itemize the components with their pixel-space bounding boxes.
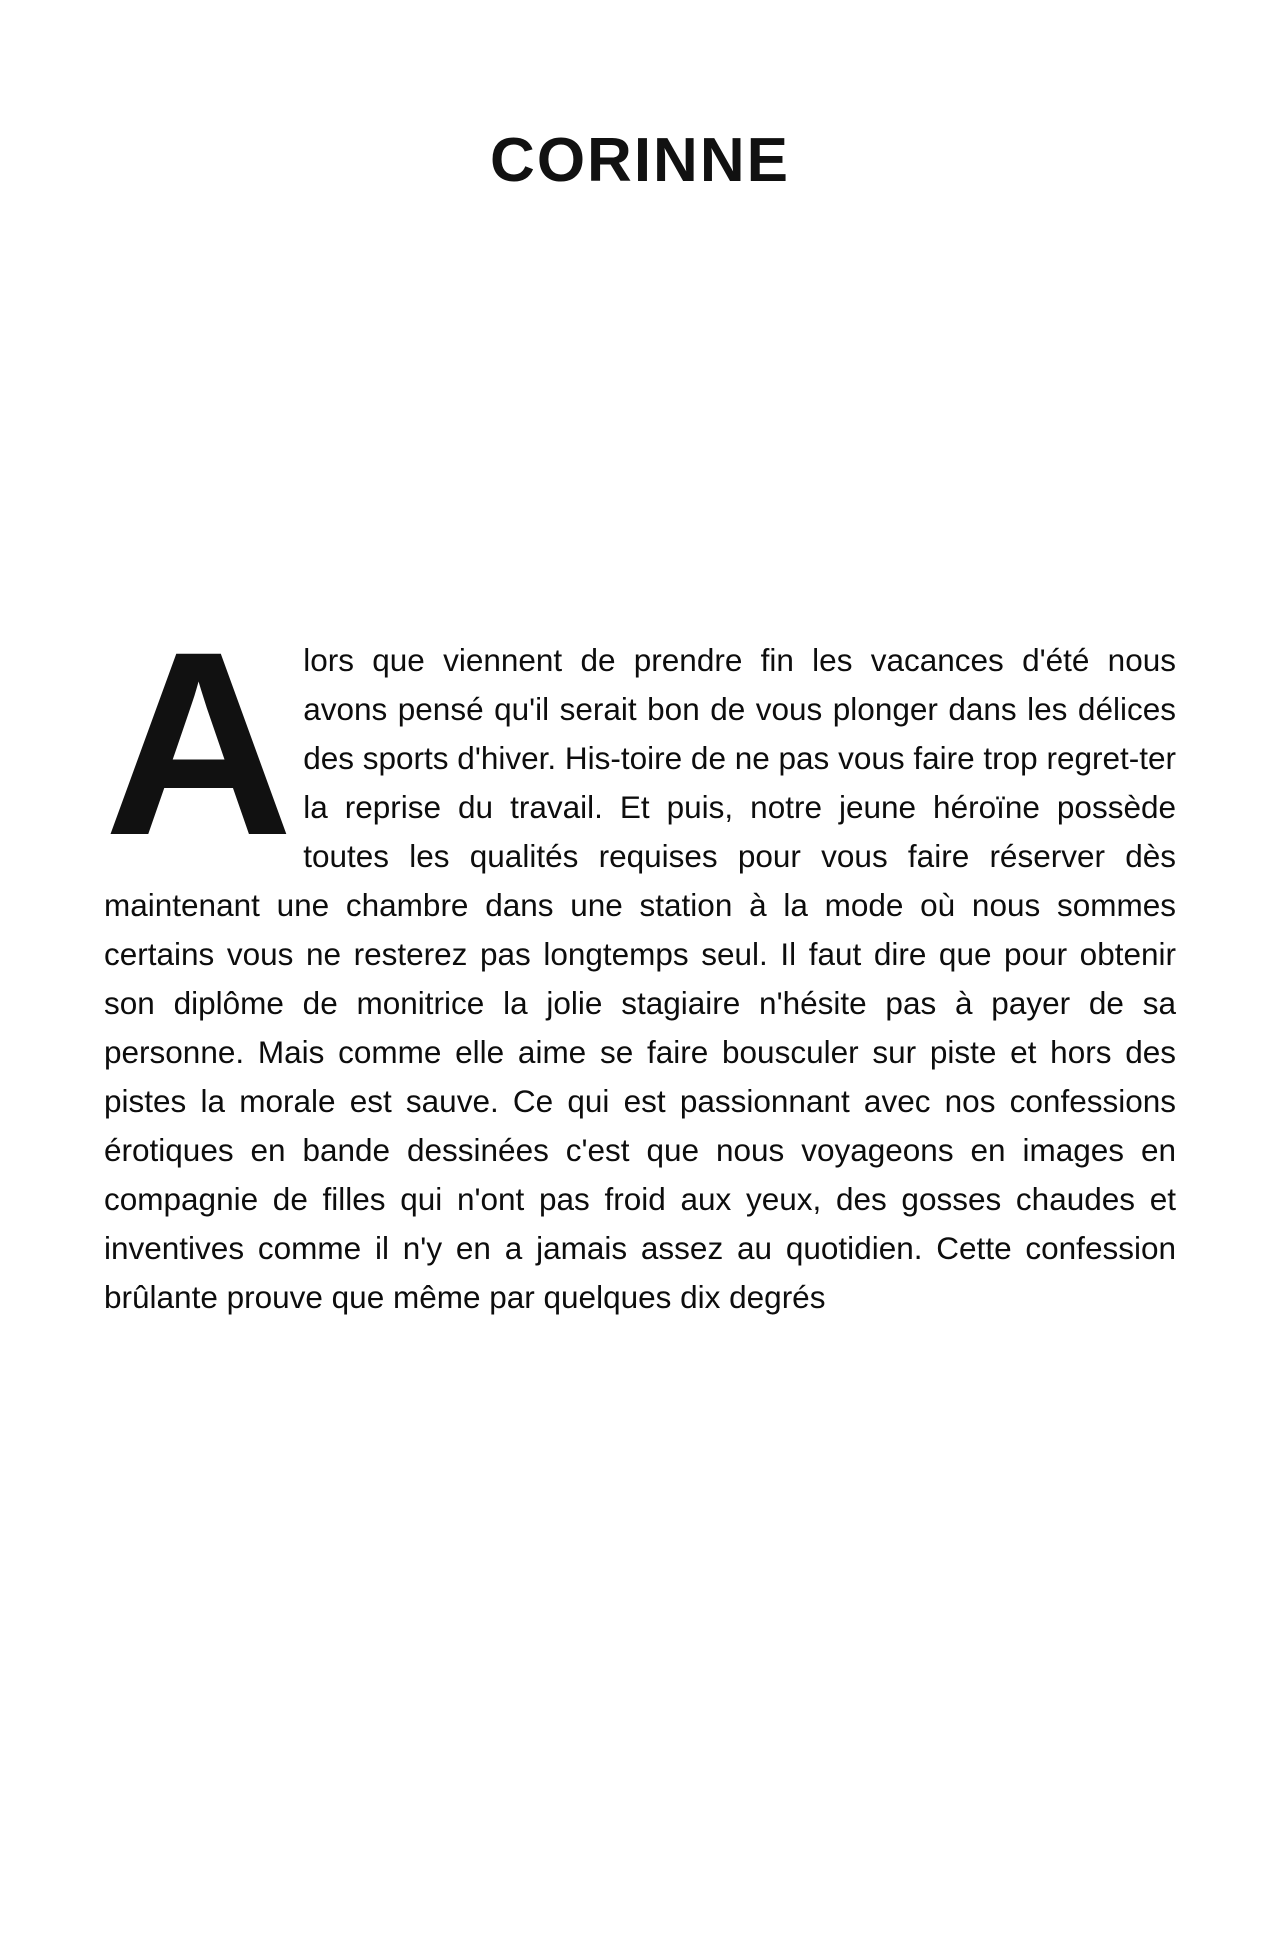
page-title: CORINNE <box>490 125 790 195</box>
drop-cap-letter: A <box>104 597 288 890</box>
body-text-block <box>104 597 1176 1322</box>
intro-paragraph: lors que viennent de prendre fin les vacances d'été nous avons pensé qu'il serait bon de vous plonger dans les délices des sports d'hiver. His-toire de ne pas vous faire trop regret-ter la reprise du travail. Et puis, notre jeune héroïne possède toutes les qualités requises pour vous faire réserver dès maintenant une chambre dans une station à la mode où nous sommes certains vous ne resterez pas longtemps seul. Il faut dire que pour obtenir son diplôme de monitrice la jolie stagiaire n'hésite pas à payer de sa personne. Mais comme elle aime se faire bousculer sur piste et hors des pistes la morale est sauve. Ce qui est passionnant avec nos confessions érotiques en bande dessinées c'est que nous voyageons en images en compagnie de filles qui n'ont pas froid aux yeux, des gosses chaudes et inventives comme il n'y en a jamais assez au quotidien. Cette confession brûlante prouve que même par quelques dix degrés <box>104 642 1176 1315</box>
